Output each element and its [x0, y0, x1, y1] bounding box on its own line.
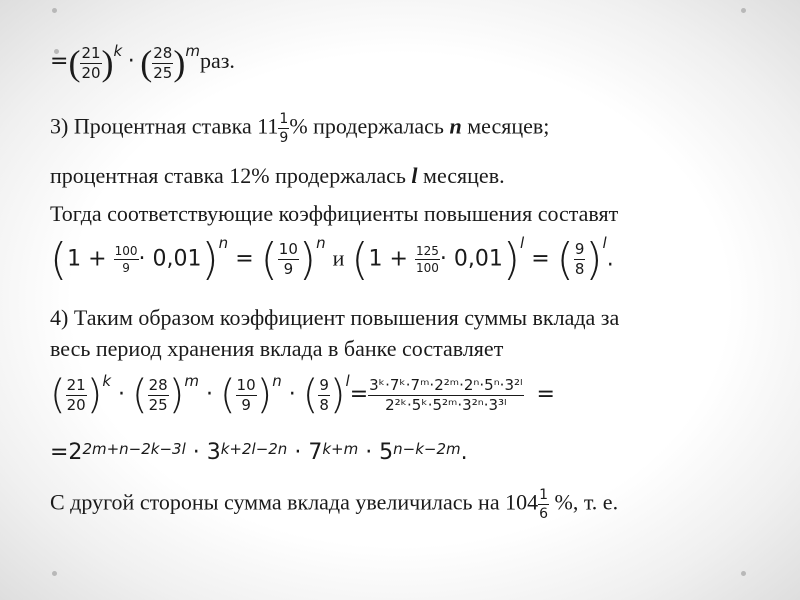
- eq1-equals-2: =: [531, 246, 550, 272]
- fraction-10-9-b: $\frac{10}{9}$: [236, 375, 256, 414]
- last-text-end: %, т. е.: [549, 489, 619, 515]
- last-text: С другой стороны сумма вклада увеличилась на 104: [50, 489, 539, 515]
- fraction-9-8: $\frac{9}{8}$: [574, 240, 585, 278]
- fraction-28-25: $\frac{28}{25}$: [153, 43, 173, 82]
- eq2-dot-3: ·: [288, 382, 296, 407]
- corner-dot-top-left: [52, 8, 57, 13]
- fraction-1-6: $\frac{1}{6}$: [539, 487, 549, 522]
- fraction-21-20: $\frac{21}{20}$: [81, 43, 101, 82]
- equals-sign: =: [50, 49, 69, 75]
- item-3-line: [50, 112, 549, 145]
- eq1-one-plus: 1 +: [67, 246, 107, 272]
- eq2-dot-2: ·: [205, 382, 213, 407]
- fraction-28-25-b: $\frac{28}{25}$: [148, 375, 168, 414]
- word-and: и: [332, 245, 345, 271]
- item-4-text-1: 4) Таким образом коэффициент повышения суммы вклада за: [50, 305, 620, 330]
- eq1-exp-l-2: l: [602, 234, 607, 252]
- fraction-10-9: $\frac{10}{9}$: [278, 240, 298, 278]
- rate-12-text-end: месяцев.: [417, 163, 505, 188]
- eq3-exp-3: k+m: [322, 440, 359, 458]
- exponent-k: k: [113, 42, 123, 60]
- rate-12-text: процентная ставка 12% продержалась: [50, 163, 406, 188]
- eq1-equals: =: [235, 246, 254, 272]
- eq3-exp-1: 2m+n−2k−3l: [82, 440, 186, 458]
- eq1-one-plus-2: 1 +: [368, 246, 408, 272]
- fraction-1-9: $\frac{1}{9}$: [279, 111, 289, 146]
- eq2-equals-end: =: [536, 382, 555, 407]
- item-4-line-1: [50, 305, 619, 331]
- eq3-period: .: [460, 440, 468, 465]
- dot-operator: ·: [127, 49, 135, 75]
- eq1-rest-2: · 0,01: [439, 246, 503, 272]
- eq2-dot-1: ·: [118, 382, 125, 407]
- fraction-100-9: $\frac{100}{9}$: [114, 244, 138, 275]
- paragraph-last-line: [50, 488, 618, 521]
- eq2-exp-n: n: [272, 372, 282, 390]
- coefficients-text: Тогда соответствующие коэффициенты повышения составят: [50, 201, 619, 226]
- eq2-exp-m: m: [184, 372, 199, 390]
- paragraph-line-coefficients: [50, 201, 618, 227]
- exponent-m: m: [185, 42, 200, 60]
- item-4-line-2: [50, 336, 503, 362]
- eq2-exp-k: k: [102, 372, 111, 390]
- equation-powers: [50, 440, 468, 465]
- eq3-exp-2: k+2l−2n: [220, 440, 288, 458]
- eq1-period: .: [606, 246, 614, 272]
- corner-dot-top-right: [741, 8, 746, 13]
- fraction-9-8-b: $\frac{9}{8}$: [319, 375, 329, 414]
- eq3-base-7: · 7: [294, 440, 323, 465]
- variable-n: n: [449, 113, 462, 139]
- eq3-base-2: =2: [50, 440, 83, 465]
- eq3-base-3: · 3: [192, 440, 221, 465]
- paragraph-line-rate-12: [50, 163, 505, 189]
- word-raz: раз.: [199, 48, 235, 74]
- equation-coefficients: (1 + $\frac{100}{9}$ · 0,01)$^n$ = ( $\frac{10}{9}$ )$^n$ и (1 + $\frac{125}{100}$ · 0,01)$^l$ = ( $\frac{9}{8}$ )$^l$.: [50, 234, 614, 285]
- eq1-exp-n-2: n: [316, 234, 326, 252]
- fraction-125-100: $\frac{125}{100}$: [415, 244, 439, 275]
- formula-line-1: =( $\frac{21}{20}$ )$^k$ · ( $\frac{28}{25}$ )$^m$раз.: [50, 42, 235, 83]
- eq3-exp-4: n−k−2m: [393, 440, 461, 458]
- equation-product: ( $\frac{21}{20}$ )$^k$ · ( $\frac{28}{25}$ )$^m$ · ( $\frac{10}{9}$ )$^n$ · ( $\frac{9}{8}$ )$^l$= $\frac{\text{3ᵏ·7ᵏ·7ᵐ·2²ᵐ·2ⁿ·5ⁿ·3²ˡ}}{\text{2²ᵏ·5ᵏ·5²ᵐ·3²ⁿ·3³ˡ}}$ =: [50, 372, 555, 418]
- item-3-text: 3) Процентная ставка 11: [50, 113, 279, 139]
- eq3-base-5: · 5: [365, 440, 394, 465]
- item-3-text-2: % продержалась: [289, 113, 444, 139]
- eq1-exp-l: l: [520, 234, 525, 252]
- eq1-exp-n: n: [218, 234, 229, 252]
- eq1-rest: · 0,01: [138, 246, 202, 272]
- item-3-text-3: месяцев;: [461, 113, 550, 139]
- eq2-exp-l: l: [345, 372, 350, 390]
- corner-dot-bottom-left: [52, 571, 57, 576]
- corner-dot-bottom-right: [741, 571, 746, 576]
- fraction-big: $\frac{\text{3ᵏ·7ᵏ·7ᵐ·2²ᵐ·2ⁿ·5ⁿ·3²ˡ}}{\text{2²ᵏ·5ᵏ·5²ᵐ·3²ⁿ·3³ˡ}}$: [369, 375, 523, 414]
- variable-l: l: [411, 163, 418, 188]
- fraction-21-20-b: $\frac{21}{20}$: [66, 375, 86, 414]
- eq2-equals: =: [349, 382, 369, 407]
- item-4-text-2: весь период хранения вклада в банке составляет: [50, 336, 504, 361]
